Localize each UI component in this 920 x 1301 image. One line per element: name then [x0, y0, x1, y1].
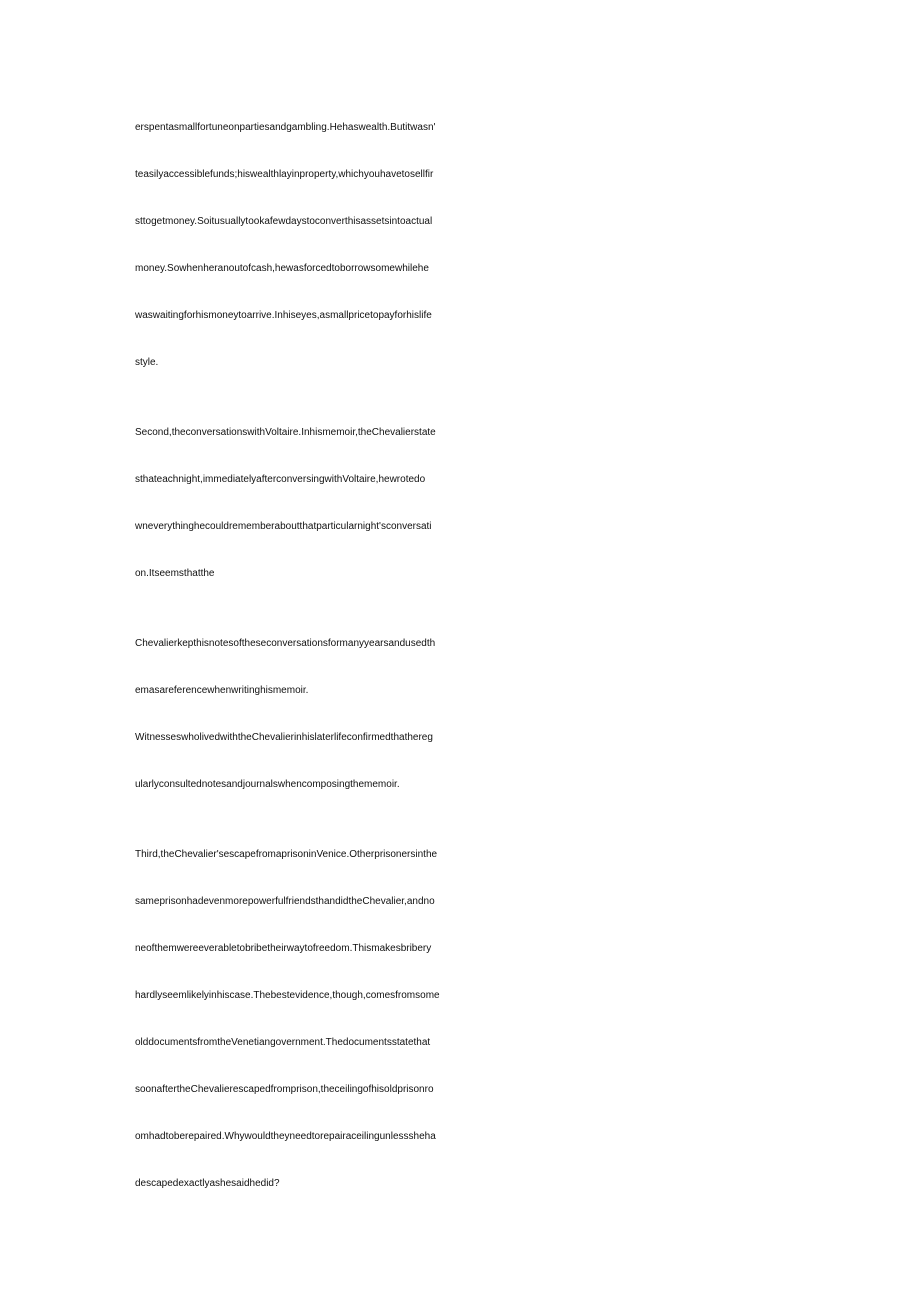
text-line: omhadtoberepaired.Whywouldtheyneedtorepairaceilingunlesssheha [135, 1131, 436, 1142]
text-line: descapedexactlyashesaidhedid? [135, 1178, 280, 1189]
text-line: erspentasmallfortuneonpartiesandgambling.Hehaswealth.Butitwasn' [135, 122, 436, 133]
text-line: money.Sowhenheranoutofcash,hewasforcedtoborrowsomewhilehe [135, 263, 429, 274]
text-line: Second,theconversationswithVoltaire.Inhismemoir,theChevalierstate [135, 427, 436, 438]
text-line: hardlyseemlikelyinhiscase.Thebestevidence,though,comesfromsome [135, 990, 440, 1001]
text-line: wneverythinghecouldrememberaboutthatparticularnight'sconversati [135, 521, 432, 532]
text-line: olddocumentsfromtheVenetiangovernment.Thedocumentsstatethat [135, 1037, 431, 1048]
text-line: Third,theChevalier'sescapefromaprisoninVenice.Otherprisonersinthe [135, 849, 438, 860]
text-line: emasareferencewhenwritinghismemoir. [135, 685, 309, 696]
text-line: teasilyaccessiblefunds;hiswealthlayinproperty,whichyouhavetosellfir [135, 169, 434, 180]
text-line: sttogetmoney.Soitusuallytookafewdaystoconverthisassetsintoactual [135, 216, 433, 227]
text-line: WitnesseswholivedwiththeChevalierinhislaterlifeconfirmedthathereg [135, 732, 433, 743]
text-line: waswaitingforhismoneytoarrive.Inhiseyes,asmallpricetopayforhislife [135, 310, 432, 321]
text-line: soonaftertheChevalierescapedfromprison,theceilingofhisoldprisonro [135, 1084, 434, 1095]
text-line: neofthemwereeverabletobribetheirwaytofreedom.Thismakesbribery [135, 943, 432, 954]
text-line: on.Itseemsthatthe [135, 568, 215, 579]
text-line: ularlyconsultednotesandjournalswhencomposingthememoir. [135, 779, 400, 790]
text-line: sameprisonhadevenmorepowerfulfriendsthandidtheChevalier,andno [135, 896, 435, 907]
text-line: style. [135, 357, 159, 368]
text-line: Chevalierkepthisnotesoftheseconversationsformanyyearsandusedth [135, 638, 436, 649]
text-line: sthateachnight,immediatelyafterconversingwithVoltaire,hewrotedo [135, 474, 426, 485]
